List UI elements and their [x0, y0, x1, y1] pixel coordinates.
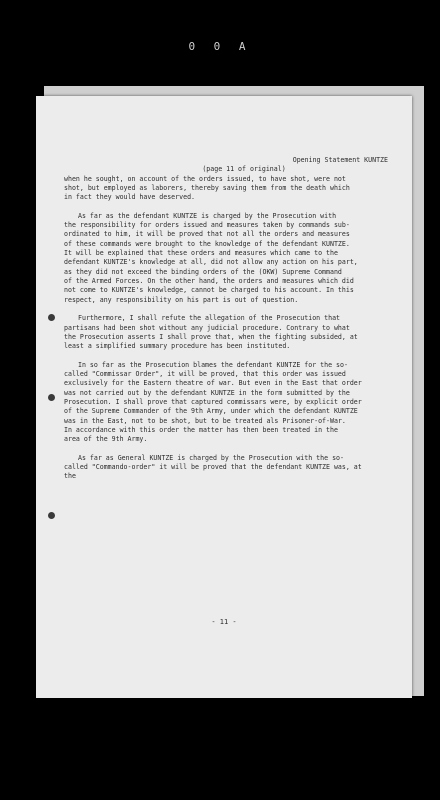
text-line: was in the East, not to be shot, but to be treated als Prisoner-of-War. [64, 416, 346, 425]
text-line: As far as General KUNTZE is charged by the Prosecution with the so- [78, 453, 344, 462]
paragraph [64, 212, 404, 305]
paragraph [64, 361, 404, 445]
text-line: of these commands were brought to the knowledge of the defendant KUNTZE. [64, 239, 350, 248]
text-line: It will be explained that these orders and measures which came to the [64, 249, 338, 258]
text-line: In so far as the Prosecution blames the defendant KUNTZE for the so- [78, 360, 348, 369]
text-line: partisans had been shot without any judicial procedure. Contrary to what [64, 323, 350, 332]
document-subheader: (page 11 of original) [202, 165, 286, 174]
document-body [64, 156, 404, 491]
text-line: the responsibility for orders issued and measures taken by commands sub- [64, 221, 350, 230]
text-line: respect, any responsibility on his part is out of question. [64, 295, 299, 304]
text-line: Furthermore, I shall refute the allegation of the Prosecution that [78, 314, 341, 323]
paragraph [64, 454, 404, 482]
text-line: when he sought, on account of the orders issued, to have shot, were not [64, 174, 346, 183]
text-line: the [64, 472, 76, 481]
text-line: called "Commando-order" it will be proved that the defendant KUNTZE was, at [64, 462, 362, 471]
text-line: the Prosecution asserts I shall prove that, when the fighting subsided, at [64, 332, 358, 341]
film-frame-marker: 0 0 A [188, 40, 252, 53]
text-line: called "Commissar Order", it will be proved, that this order was issued [64, 369, 346, 378]
text-line: least a simplified summary procedure has been instituted. [64, 342, 291, 351]
punch-hole-icon [48, 394, 55, 401]
text-line: exclusively for the Eastern theatre of war. But even in the East that order [64, 379, 362, 388]
text-line: not come to KUNTZE's knowledge, cannot be charged to his account. In this [64, 286, 354, 295]
punch-hole-icon [48, 512, 55, 519]
text-line: As far as the defendant KUNTZE is charged by the Prosecution with [78, 211, 337, 220]
text-line: Prosecution. I shall prove that captured commissars were, by explicit order [64, 397, 362, 406]
text-line: of the Armed Forces. On the other hand, the orders and measures which did [64, 277, 354, 286]
text-line: as they did not exceed the binding orders of the (OKW) Supreme Command [64, 267, 342, 276]
text-line: in fact they would have deserved. [64, 193, 196, 202]
text-line: ordinated to him, it will be proved that not all the orders and measures [64, 230, 350, 239]
text-line: defendant KUNTZE's knowledge at all, did not allow any action on his part, [64, 258, 358, 267]
punch-hole-icon [48, 314, 55, 321]
page-number: - 11 - [211, 618, 237, 626]
document-page [36, 96, 412, 698]
paragraph [64, 314, 404, 351]
text-line: area of the 9th Army. [64, 435, 148, 444]
text-line: was not carried out by the defendant KUNTZE in the form submitted by the [64, 388, 350, 397]
text-line: In accordance with this order the matter has then been treated in the [64, 425, 338, 434]
text-line: shot, but employed as laborers, thereby saving them from the death which [64, 184, 350, 193]
paragraph [64, 175, 404, 203]
text-line: of the Supreme Commander of the 9th Army, under which the defendant KUNTZE [64, 407, 358, 416]
document-header: Opening Statement KUNTZE [292, 156, 388, 164]
